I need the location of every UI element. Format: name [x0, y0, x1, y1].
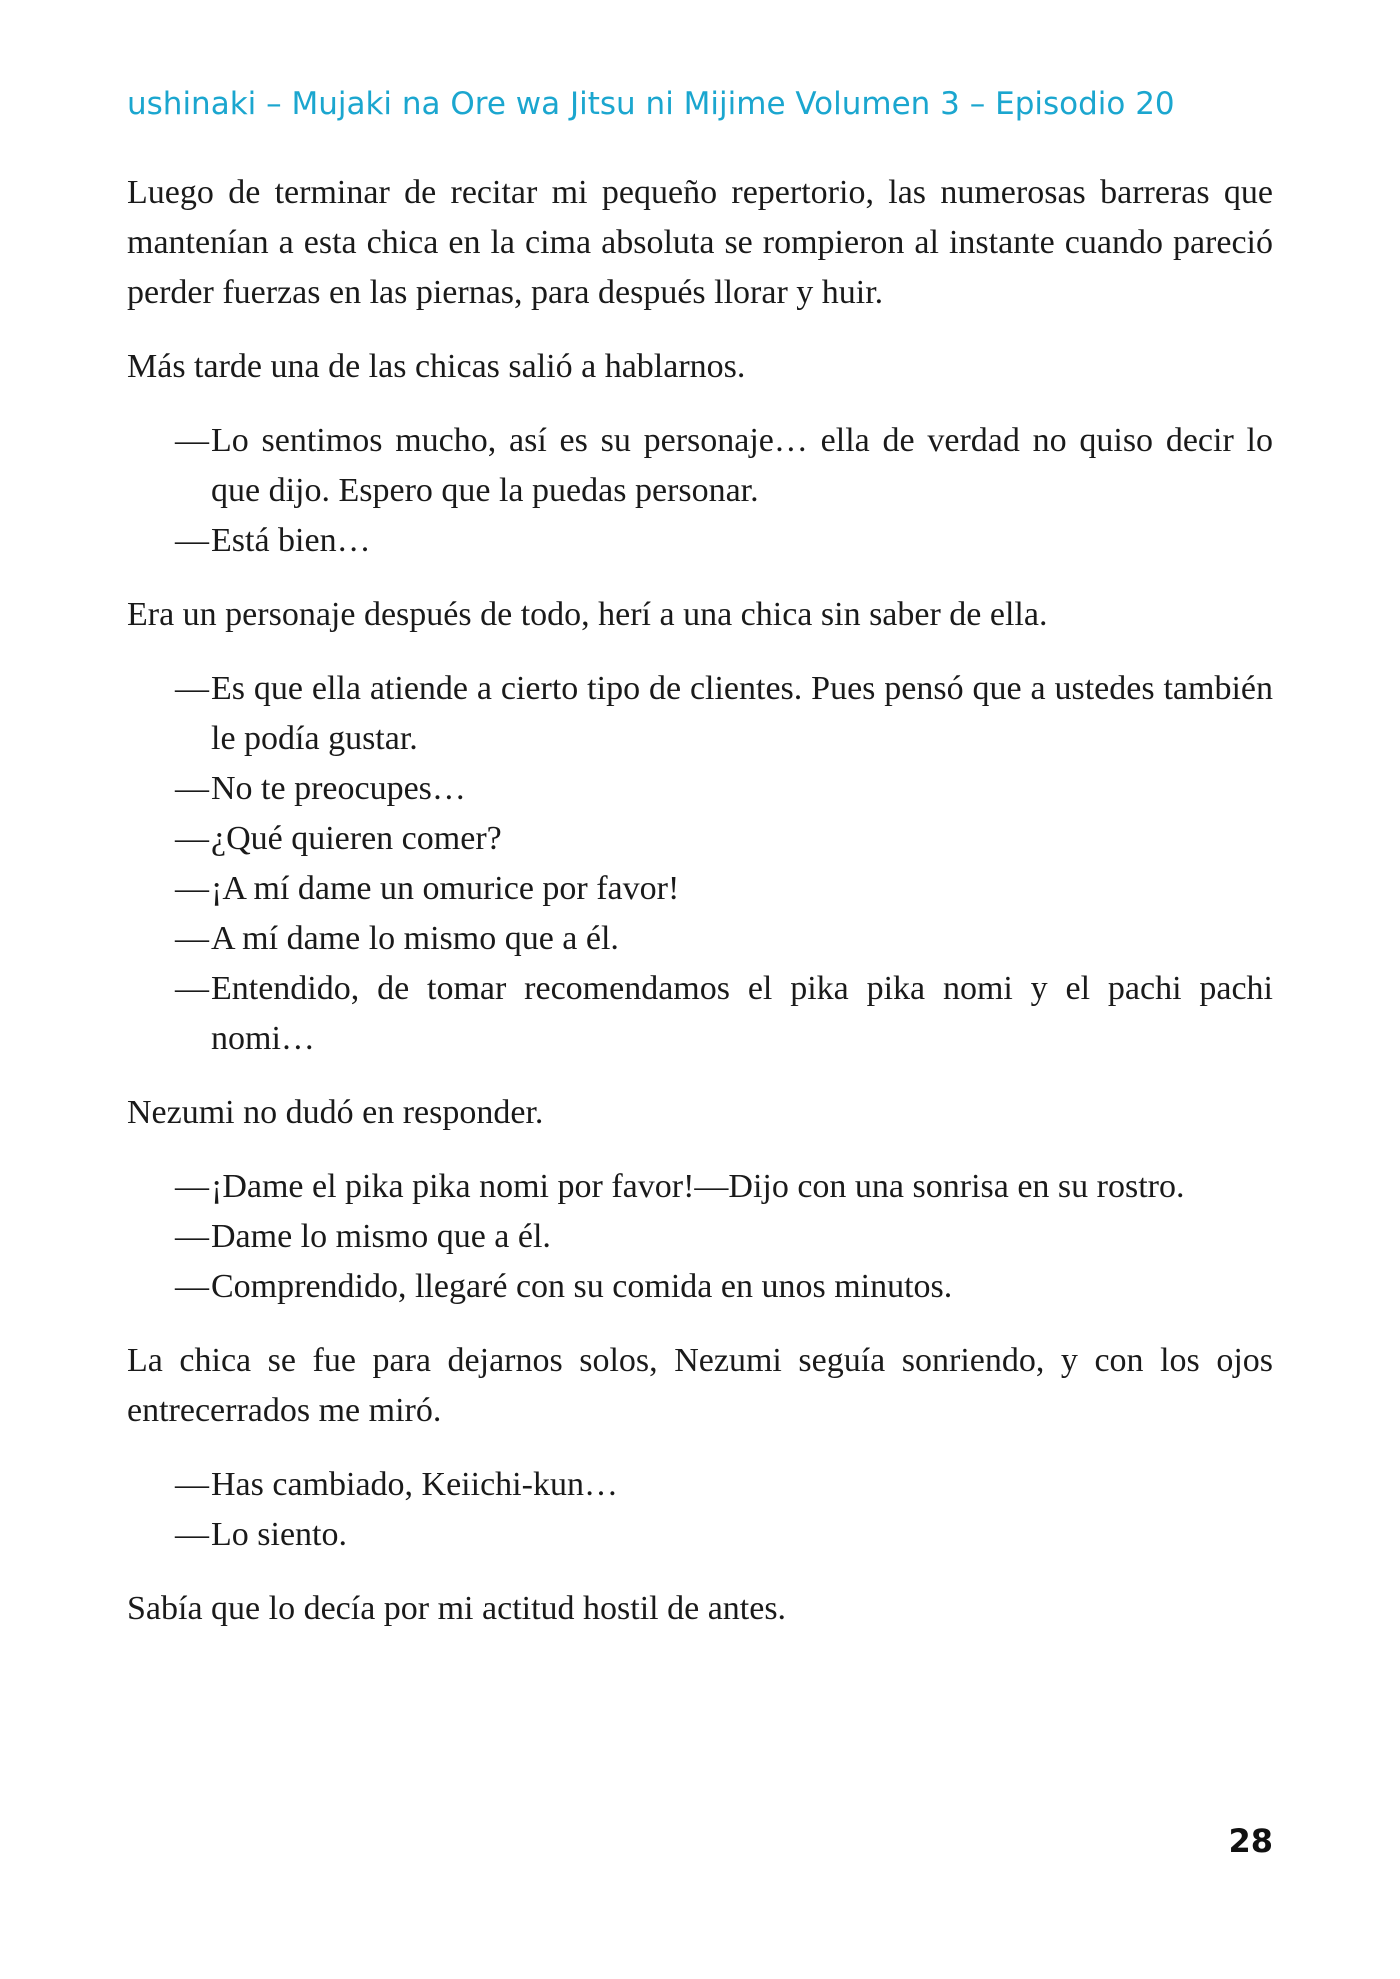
dialogue-text: No te preocupes… [211, 770, 466, 807]
dialogue-dash: — [175, 422, 209, 459]
dialogue-dash: — [175, 970, 209, 1007]
dialogue-block [127, 416, 1273, 566]
dialogue-line [127, 416, 1273, 516]
dialogue-line [127, 516, 1273, 566]
dialogue-line [127, 864, 1273, 914]
dialogue-block [127, 1460, 1273, 1560]
dialogue-text: Lo sentimos mucho, así es su personaje… ella de verdad no quiso decir lo que dijo. Espero que la puedas personar. [211, 422, 1273, 509]
dialogue-text: Está bien… [211, 522, 371, 559]
paragraph: Más tarde una de las chicas salió a hablarnos. [127, 348, 746, 385]
dialogue-line [127, 1510, 1273, 1560]
dialogue-text: Entendido, de tomar recomendamos el pika pika nomi y el pachi pachi nomi… [211, 970, 1273, 1057]
dialogue-text: A mí dame lo mismo que a él. [211, 920, 619, 957]
dialogue-text: ¡A mí dame un omurice por favor! [211, 870, 680, 907]
paragraph: Era un personaje después de todo, herí a una chica sin saber de ella. [127, 596, 1048, 633]
dialogue-line [127, 814, 1273, 864]
running-header: ushinaki – Mujaki na Ore wa Jitsu ni Mijime Volumen 3 – Episodio 20 [127, 86, 1175, 122]
dialogue-text: Comprendido, llegaré con su comida en unos minutos. [211, 1268, 953, 1305]
dialogue-text: Has cambiado, Keiichi-kun… [211, 1466, 618, 1503]
dialogue-dash: — [175, 870, 209, 907]
dialogue-line [127, 914, 1273, 964]
page-number: 28 [1228, 1822, 1273, 1860]
dialogue-dash: — [175, 920, 209, 957]
paragraph: Nezumi no dudó en responder. [127, 1094, 544, 1131]
dialogue-text: ¿Qué quieren comer? [211, 820, 502, 857]
dialogue-dash: — [175, 1516, 209, 1553]
paragraph: Luego de terminar de recitar mi pequeño repertorio, las numerosas barreras que mantenían a esta chica en la cima absoluta se rompieron al instante cuando pareció perder fuerzas en las piernas, para después llorar y huir. [127, 174, 1273, 311]
dialogue-dash: — [175, 770, 209, 807]
dialogue-text: Dame lo mismo que a él. [211, 1218, 551, 1255]
dialogue-dash: — [175, 1466, 209, 1503]
paragraph: La chica se fue para dejarnos solos, Nezumi seguía sonriendo, y con los ojos entrecerrados me miró. [127, 1342, 1273, 1429]
dialogue-line [127, 1460, 1273, 1510]
paragraph: Sabía que lo decía por mi actitud hostil de antes. [127, 1590, 787, 1627]
dialogue-dash: — [175, 820, 209, 857]
dialogue-block [127, 1162, 1273, 1312]
dialogue-dash: — [175, 1218, 209, 1255]
dialogue-text: ¡Dame el pika pika nomi por favor!—Dijo con una sonrisa en su rostro. [211, 1168, 1185, 1205]
dialogue-dash: — [175, 670, 209, 707]
document-body [127, 168, 1273, 1658]
dialogue-line [127, 664, 1273, 764]
dialogue-dash: — [175, 1168, 209, 1205]
dialogue-line [127, 1262, 1273, 1312]
dialogue-line [127, 1212, 1273, 1262]
dialogue-dash: — [175, 1268, 209, 1305]
dialogue-block [127, 664, 1273, 1064]
dialogue-line [127, 764, 1273, 814]
dialogue-dash: — [175, 522, 209, 559]
dialogue-line [127, 1162, 1273, 1212]
dialogue-text: Es que ella atiende a cierto tipo de clientes. Pues pensó que a ustedes también le podía gustar. [211, 670, 1273, 757]
dialogue-text: Lo siento. [211, 1516, 347, 1553]
dialogue-line [127, 964, 1273, 1064]
